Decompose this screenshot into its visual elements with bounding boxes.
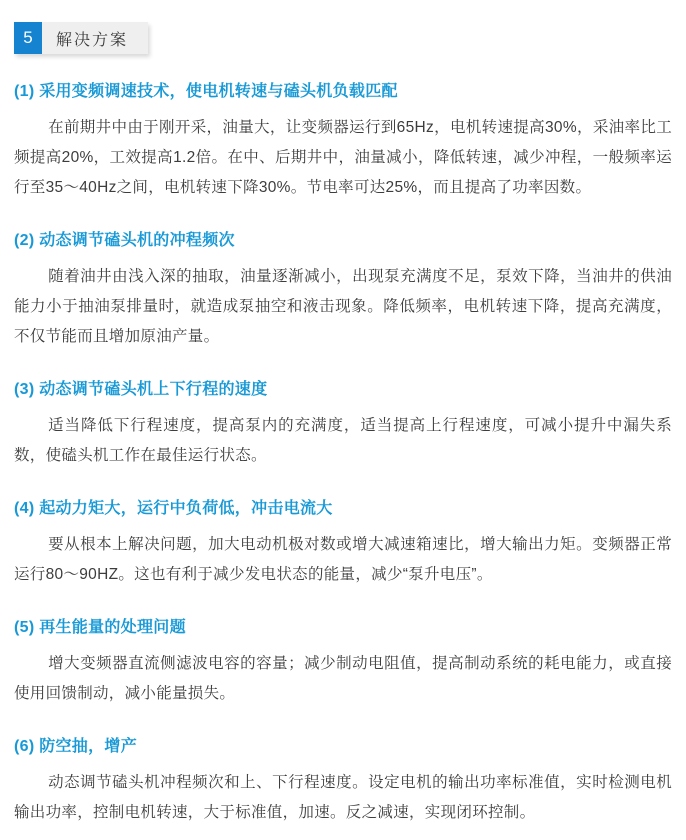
section-paragraph: 适当降低下行程速度，提高泵内的充满度，适当提高上行程速度，可减小提升中漏失系数，使磕头机工作在最佳运行状态。	[14, 417, 672, 464]
section-heading: (1) 采用变频调速技术，使电机转速与磕头机负载匹配	[14, 83, 398, 100]
badge-title: 解决方案	[42, 22, 148, 54]
section-heading: (2) 动态调节磕头机的冲程频次	[14, 232, 235, 249]
solution-section-4	[14, 499, 672, 590]
section-paragraph: 随着油井由浅入深的抽取，油量逐渐减小，出现泵充满度不足，泵效下降，当油井的供油能力小于抽油泵排量时，就造成泵抽空和液击现象。降低频率，电机转速下降，提高充满度，不仅节能而且增加原油产量。	[14, 268, 672, 345]
solution-section-5	[14, 618, 672, 709]
section-heading: (5) 再生能量的处理问题	[14, 619, 186, 636]
section-paragraph: 要从根本上解决问题，加大电动机极对数或增大减速箱速比，增大输出力矩。变频器正常运行80～90HZ。这也有利于减少发电状态的能量，减少“泵升电压”。	[14, 536, 672, 583]
section-paragraph: 动态调节磕头机冲程频次和上、下行程速度。设定电机的输出功率标准值，实时检测电机输出功率，控制电机转速，大于标准值，加速。反之减速，实现闭环控制。	[14, 774, 672, 821]
solution-section-2	[14, 231, 672, 352]
solution-section-1	[14, 82, 672, 203]
section-heading: (6) 防空抽，增产	[14, 738, 138, 755]
section-heading: (3) 动态调节磕头机上下行程的速度	[14, 381, 268, 398]
section-paragraph: 增大变频器直流侧滤波电容的容量；减少制动电阻值，提高制动系统的耗电能力，或直接使用回馈制动，减小能量损失。	[14, 655, 672, 702]
solution-section-3	[14, 380, 672, 471]
solution-section-6	[14, 737, 672, 828]
badge-number: 5	[14, 22, 42, 54]
section-number-badge	[14, 22, 148, 54]
section-paragraph: 在前期井中由于刚开采，油量大，让变频器运行到65Hz，电机转速提高30%，采油率比工频提高20%，工效提高1.2倍。在中、后期井中，油量减小，降低转速，减少冲程，一般频率运行至35～40Hz之间，电机转速下降30%。节电率可达25%，而且提高了功率因数。	[14, 119, 672, 196]
section-heading: (4) 起动力矩大，运行中负荷低，冲击电流大	[14, 500, 333, 517]
